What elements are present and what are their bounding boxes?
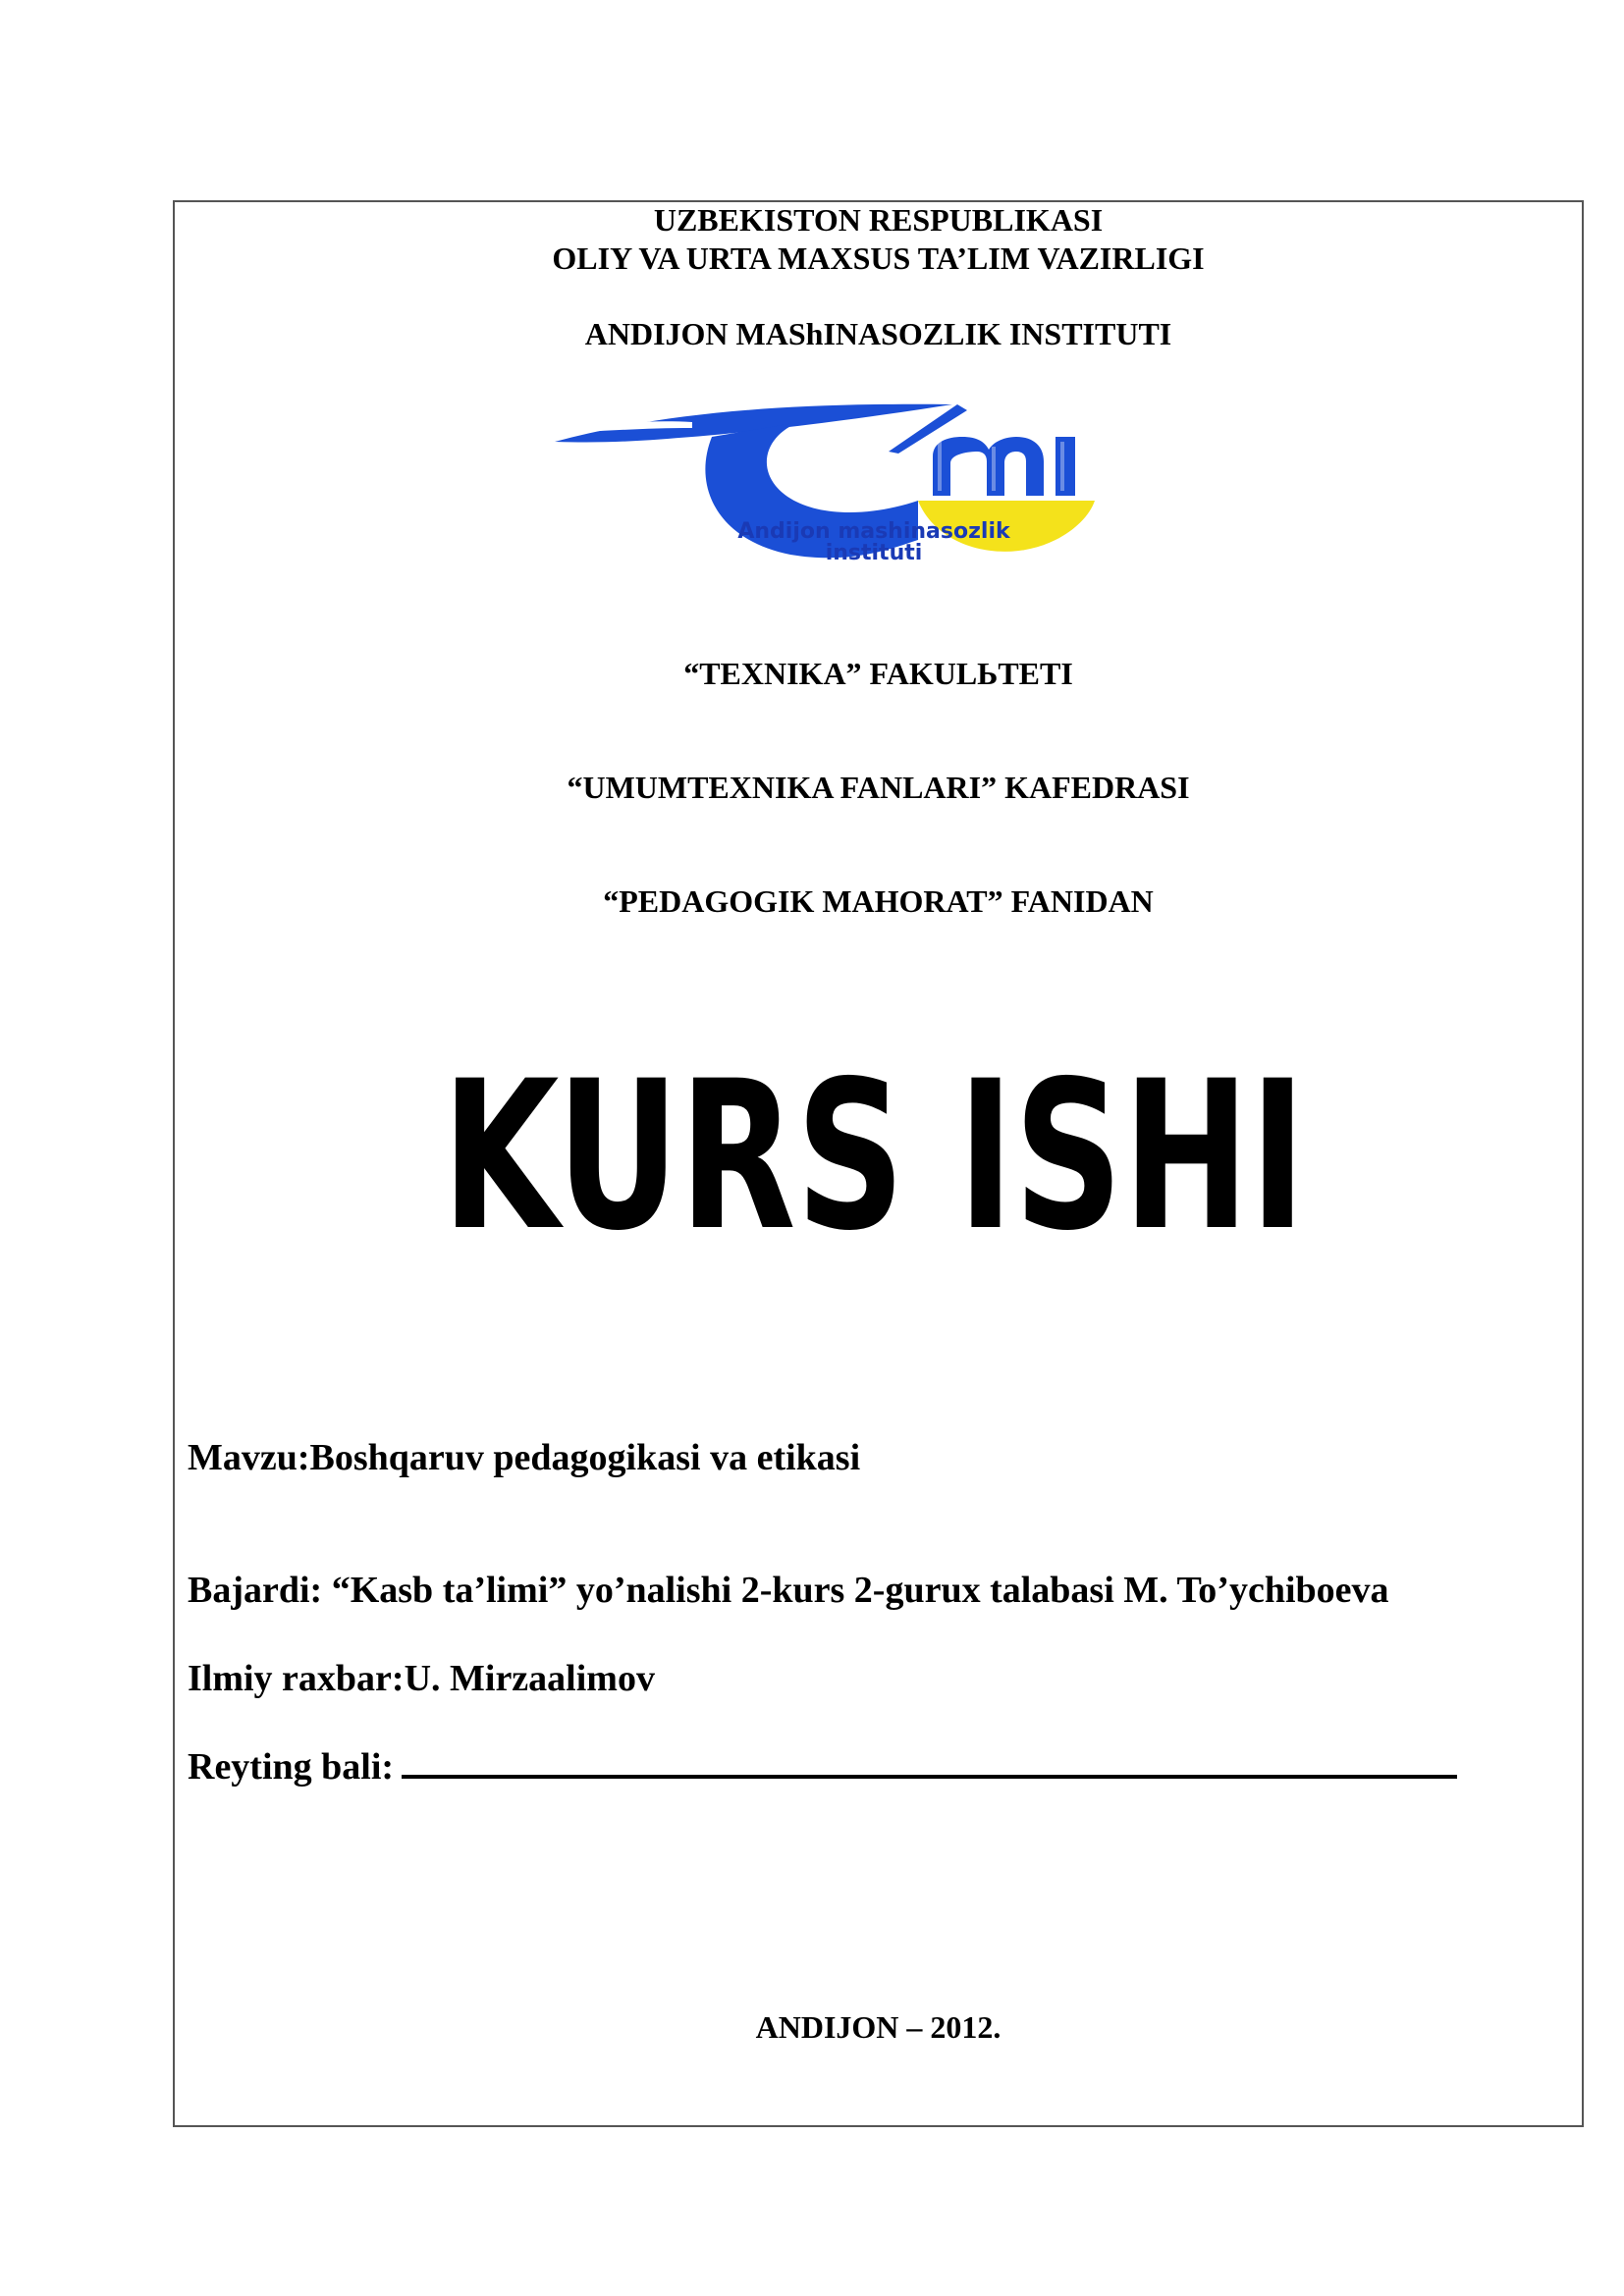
rating-label: Reyting bali: [188, 1746, 395, 1788]
city-year-footer: ANDIJON – 2012. [755, 2009, 1001, 2045]
kurs-ishi-wordart [432, 1037, 1316, 1276]
performed-by-line: Bajardi: “Kasb ta’limi” yo’nalishi 2-kurs 2-gurux talabasi M. To’ychiboeva [188, 1570, 1389, 1611]
faculty-heading: “TEXNIKA” FAKULЬTETI [683, 656, 1073, 691]
department-heading: “UMUMTEXNIKA FANLARI” KAFEDRASI [567, 770, 1190, 805]
rating-blank [402, 1745, 1457, 1779]
logo-caption-line2: instituti [825, 541, 923, 565]
wordart-title: KURS ISHI [442, 1037, 1307, 1276]
institute-heading: ANDIJON MAShINASOZLIK INSTITUTI [584, 316, 1172, 351]
institute-logo [545, 393, 1183, 589]
republic-heading: UZBEKISTON RESPUBLIKASI [653, 202, 1104, 238]
topic-line: Mavzu:Boshqaruv pedagogikasi va etikasi [188, 1437, 861, 1478]
rating-line [188, 1744, 1457, 1789]
ministry-heading: OLIY VA URTA MAXSUS TA’LIM VAZIRLIGI [552, 240, 1205, 276]
logo-caption-line1: Andijon mashinasozlik [737, 519, 1010, 544]
subject-heading: “PEDAGOGIK MAHORAT” FANIDAN [603, 883, 1154, 919]
supervisor-line: Ilmiy raxbar:U. Mirzaalimov [188, 1658, 655, 1699]
